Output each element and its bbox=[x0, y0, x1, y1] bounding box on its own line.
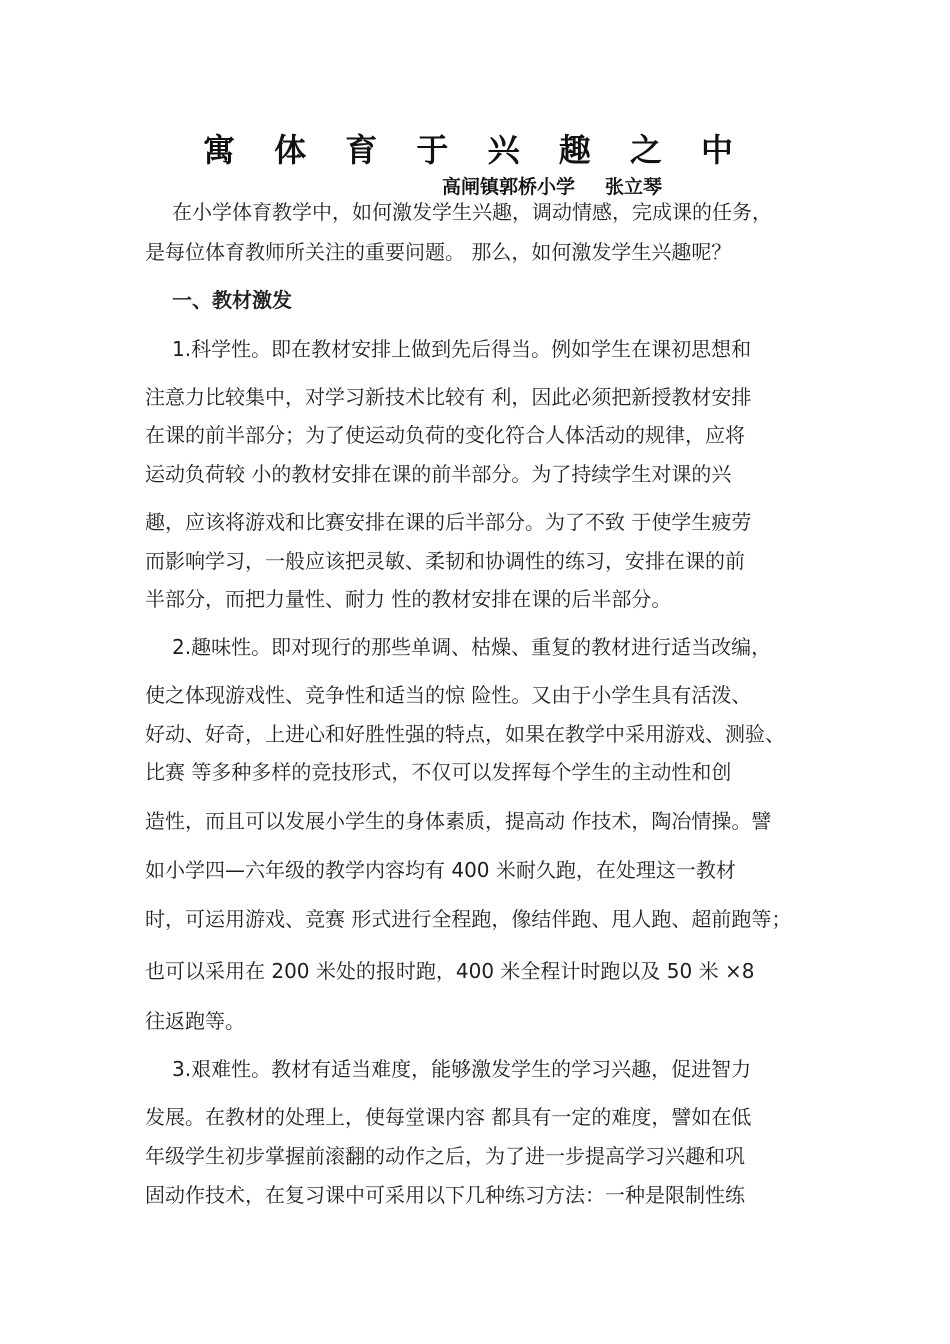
para2-line-7: 时，可运用游戏、竞赛 形式进行全程跑，像结伴跑、甩人跑、超前跑等； bbox=[145, 907, 792, 931]
para3-line-4: 固动作技术，在复习课中可采用以下几种练习方法：一种是限制性练 bbox=[145, 1183, 745, 1207]
para2-line-2: 使之体现游戏性、竞争性和适当的惊 险性。又由于小学生具有活泼、 bbox=[145, 683, 752, 707]
para1-line-3: 在课的前半部分；为了使运动负荷的变化符合人体活动的规律，应将 bbox=[145, 423, 745, 447]
author-name: 张立琴 bbox=[605, 176, 663, 198]
author-school: 高闸镇郭桥小学 bbox=[442, 176, 576, 198]
para2-line-5: 造性，而且可以发展小学生的身体素质，提高动 作技术，陶冶情操。譬 bbox=[145, 809, 772, 833]
intro-line-1: 在小学体育教学中，如何激发学生兴趣，调动情感，完成课的任务， bbox=[172, 200, 772, 224]
para1-line-4: 运动负荷较 小的教材安排在课的前半部分。为了持续学生对课的兴 bbox=[145, 462, 732, 486]
document-title: 寓 体 育 于 兴 趣 之 中 bbox=[203, 131, 747, 169]
para2-line-8: 也可以采用在 200 米处的报时跑，400 米全程计时跑以及 50 米 ×8 bbox=[145, 959, 755, 983]
intro-line-2: 是每位体育教师所关注的重要问题。 那么，如何激发学生兴趣呢？ bbox=[145, 240, 732, 264]
para2-line-1: 2.趣味性。即对现行的那些单调、枯燥、重复的教材进行适当改编， bbox=[172, 635, 772, 659]
para1-line-7: 半部分，而把力量性、耐力 性的教材安排在课的后半部分。 bbox=[145, 587, 672, 611]
para2-line-4: 比赛 等多种多样的竞技形式，不仅可以发挥每个学生的主动性和创 bbox=[145, 760, 732, 784]
para2-line-3: 好动、好奇，上进心和好胜性强的特点，如果在教学中采用游戏、测验、 bbox=[145, 722, 785, 746]
para1-line-1: 1.科学性。即在教材安排上做到先后得当。例如学生在课初思想和 bbox=[172, 337, 752, 361]
para3-line-1: 3.艰难性。教材有适当难度，能够激发学生的学习兴趣，促进智力 bbox=[172, 1057, 752, 1081]
section-heading: 一、教材激发 bbox=[172, 288, 292, 312]
para3-line-3: 年级学生初步掌握前滚翻的动作之后，为了进一步提高学习兴趣和巩 bbox=[145, 1144, 745, 1168]
para1-line-6: 而影响学习，一般应该把灵敏、柔韧和协调性的练习，安排在课的前 bbox=[145, 549, 745, 573]
para1-line-5: 趣，应该将游戏和比赛安排在课的后半部分。为了不致 于使学生疲劳 bbox=[145, 510, 752, 534]
para1-line-2: 注意力比较集中，对学习新技术比较有 利，因此必须把新授教材安排 bbox=[145, 385, 752, 409]
para2-line-6: 如小学四—六年级的教学内容均有 400 米耐久跑，在处理这一教材 bbox=[145, 858, 736, 882]
para2-line-9: 往返跑等。 bbox=[145, 1009, 245, 1033]
para3-line-2: 发展。在教材的处理上，使每堂课内容 都具有一定的难度，譬如在低 bbox=[145, 1105, 752, 1129]
